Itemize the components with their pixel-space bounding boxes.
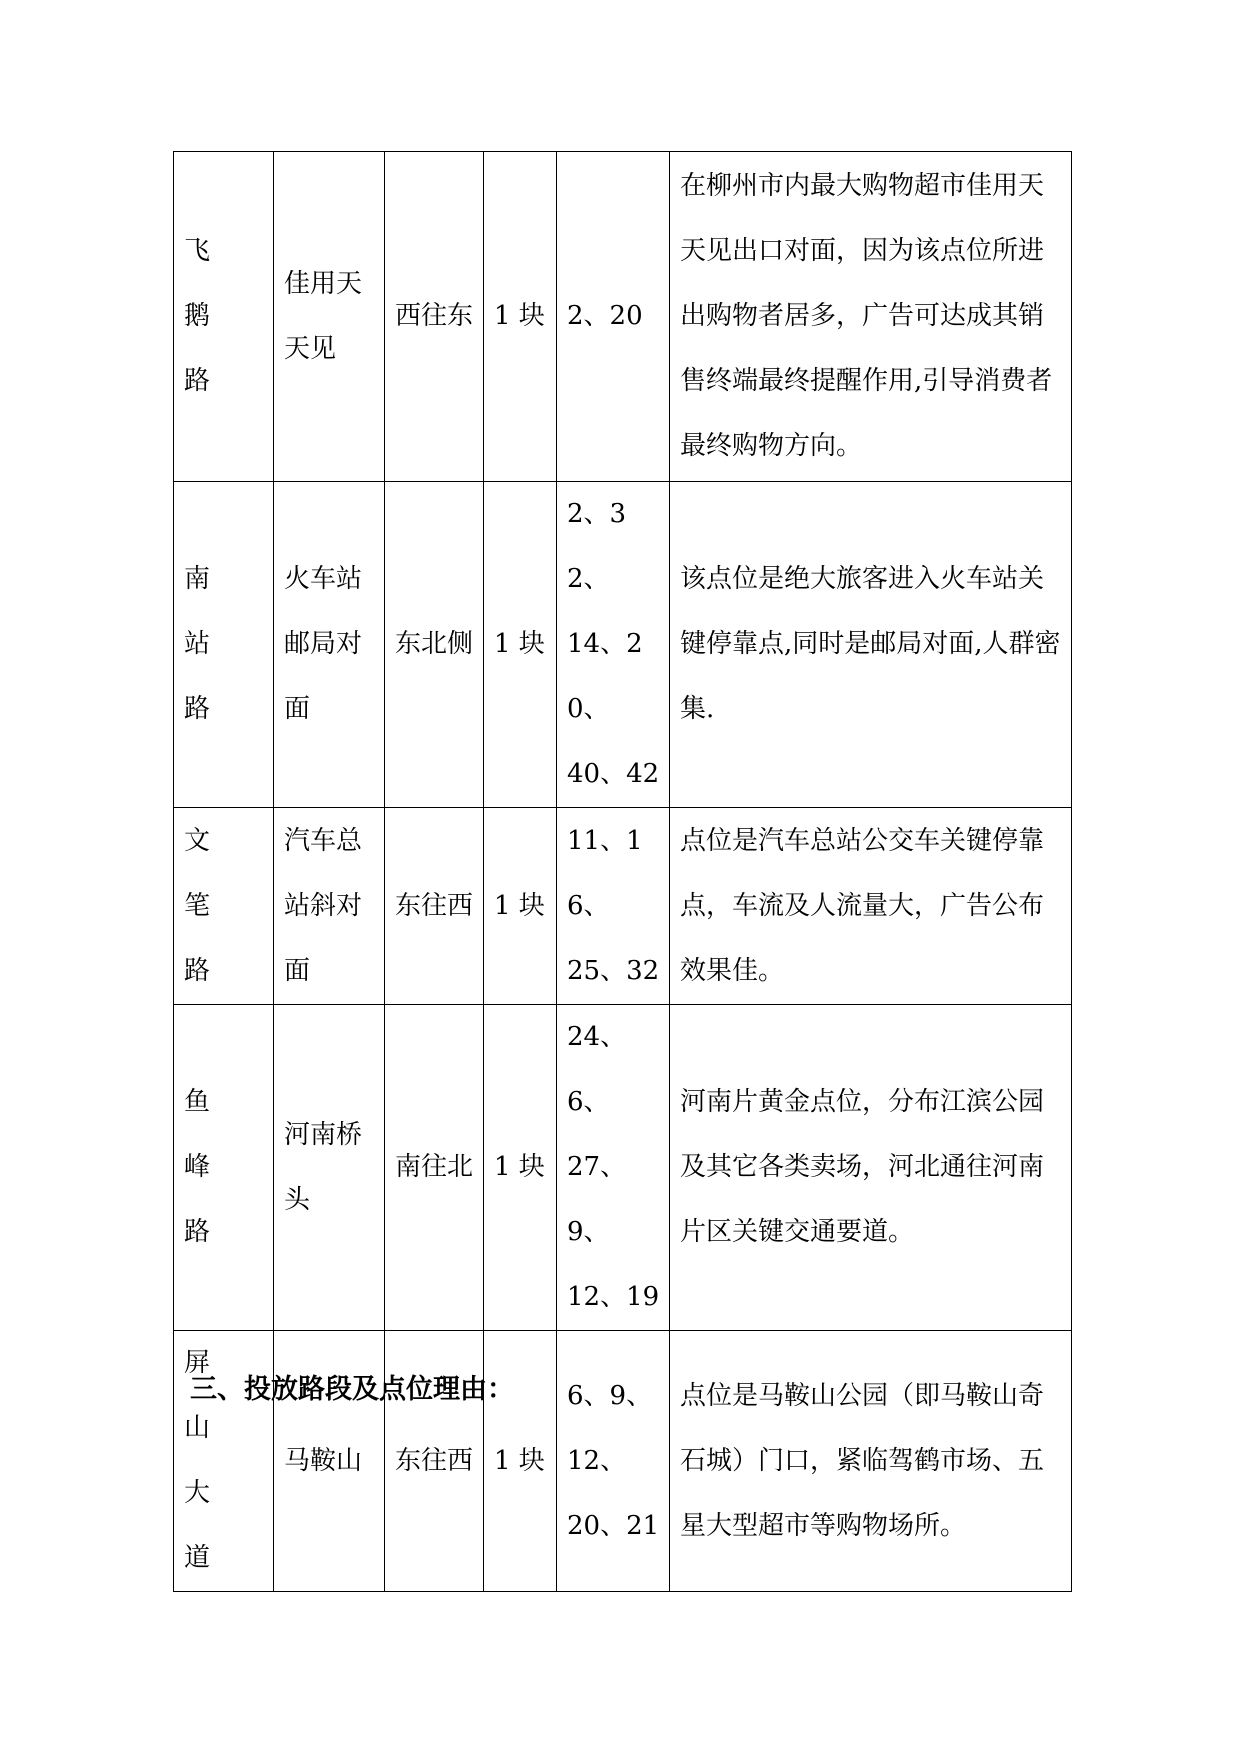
bus-routes-cell: 2、20: [557, 152, 670, 482]
bus-routes-cell: 6、9、12、 20、21: [557, 1331, 670, 1592]
direction-cell: 东往西: [385, 1331, 484, 1592]
table-row: [174, 482, 1072, 808]
location-cell: 马鞍山: [274, 1331, 385, 1592]
table-row: [174, 808, 1072, 1005]
location-cell: 火车站邮局对面: [274, 482, 385, 808]
count-cell: 1 块: [484, 1331, 557, 1592]
table-row: [174, 1005, 1072, 1331]
location-cell: 佳用天天见: [274, 152, 385, 482]
road-cell: 鱼峰路: [174, 1005, 274, 1331]
bus-routes-cell: 24、6、 27、9、 12、19: [557, 1005, 670, 1331]
reason-cell: 点位是汽车总站公交车关键停靠点，车流及人流量大，广告公布效果佳。: [670, 808, 1072, 1005]
road-cell: 屏山大道: [174, 1331, 274, 1592]
reason-cell: 河南片黄金点位，分布江滨公园及其它各类卖场，河北通往河南片区关键交通要道。: [670, 1005, 1072, 1331]
count-cell: 1 块: [484, 482, 557, 808]
count-cell: 1 块: [484, 1005, 557, 1331]
bus-routes-cell: 11、16、 25、32: [557, 808, 670, 1005]
section-heading: 三、投放路段及点位理由：: [190, 1374, 514, 1405]
reason-cell: 在柳州市内最大购物超市佳用天天见出口对面，因为该点位所进出购物者居多，广告可达成其销售终端最终提醒作用,引导消费者最终购物方向。: [670, 152, 1072, 482]
bus-routes-cell: 2、32、 14、20、 40、42: [557, 482, 670, 808]
table-row: [174, 152, 1072, 482]
reason-cell: 该点位是绝大旅客进入火车站关键停靠点,同时是邮局对面,人群密集.: [670, 482, 1072, 808]
location-cell: 汽车总站斜对面: [274, 808, 385, 1005]
reason-cell: 点位是马鞍山公园（即马鞍山奇石城）门口，紧临驾鹤市场、五星大型超市等购物场所。: [670, 1331, 1072, 1592]
direction-cell: 南往北: [385, 1005, 484, 1331]
direction-cell: 东往西: [385, 808, 484, 1005]
direction-cell: 西往东: [385, 152, 484, 482]
road-cell: 文笔路: [174, 808, 274, 1005]
location-cell: 河南桥头: [274, 1005, 385, 1331]
count-cell: 1 块: [484, 808, 557, 1005]
road-cell: 飞鹅路: [174, 152, 274, 482]
count-cell: 1 块: [484, 152, 557, 482]
road-cell: 南站路: [174, 482, 274, 808]
direction-cell: 东北侧: [385, 482, 484, 808]
